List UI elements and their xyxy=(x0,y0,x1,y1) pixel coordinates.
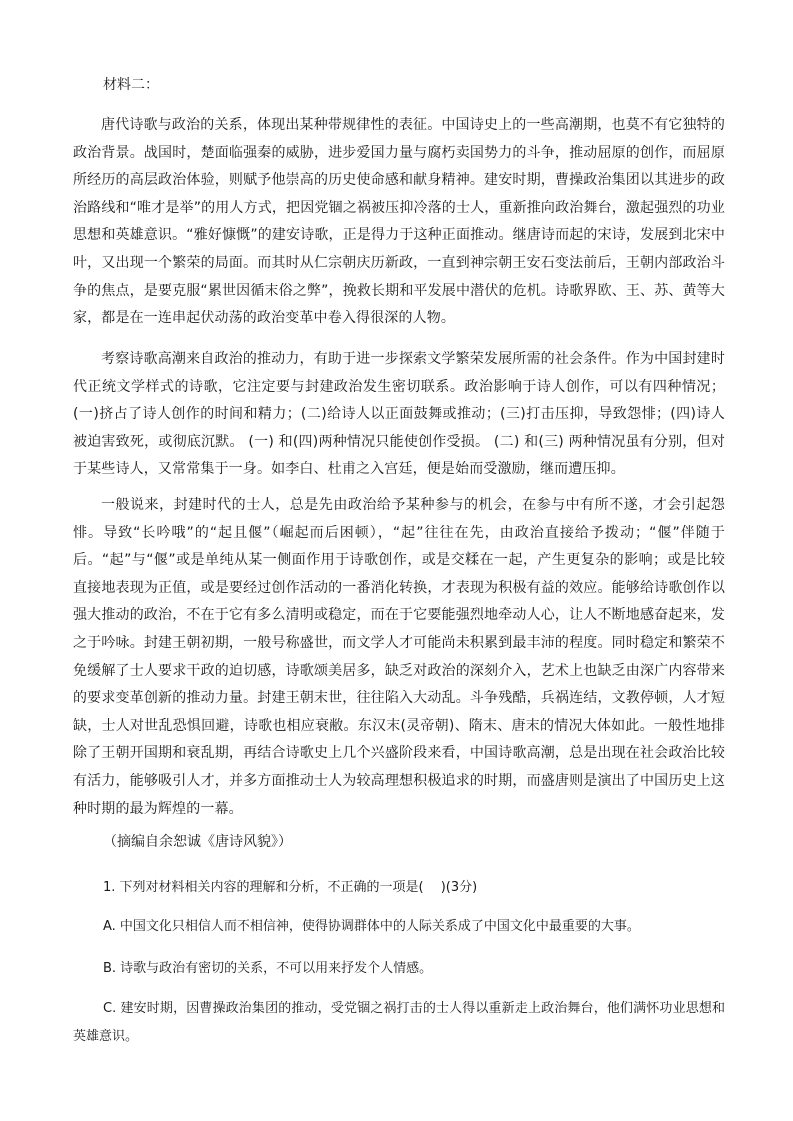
option-b: B. 诗歌与政治有密切的关系，不可以用来抒发个人情感。 xyxy=(103,961,433,976)
question-stem: 1. 下列对材料相关内容的理解和分析，不正确的一项是( )(3分) xyxy=(103,880,478,895)
paragraph-3: 一般说来，封建时代的士人，总是先由政治给予某种参与的机会，在参与中有所不遂，才会引起怨悱。导致“长吟哦”的“起且偃”（崛起而后困顿），“起”往往在先，由政治直接给予拨动；“偃”伴随于后。“起”与“偃”或是单纯从某一侧面作用于诗歌创作，或是交糅在一起，产生更复杂的影响；或是比较直接地表现为正值，或是要经过创作活动的一番消化转换，才表现为积极有益的效应。能够给诗歌创作以强大推动的政治，不在于它有多么清明或稳定，而在于它要能强烈地牵动人心，让人不断地感奋起来，发之于吟咏。封建王朝初期，一般号称盛世，而文学人才可能尚未积累到最丰沛的程度。同时稳定和繁荣不免缓解了士人要求干政的迫切感，诗歌颂美居多，缺乏对政治的深刻介入，艺术上也缺乏由深广内容带来的要求变革创新的推动力量。封建王朝末世，往往陷入大动乱。斗争残酷，兵祸连结，文教停顿，人才短缺，士人对世乱恐惧回避，诗歌也相应衰敝。东汉末(灵帝朝)、隋末、唐末的情况大体如此。一般性地排除了王朝开国期和衰乱期，再结合诗歌史上几个兴盛阶段来看，中国诗歌高潮，总是出现在社会政治比较有活力，能够吸引人才，并多方面推动士人为较高理想积极追求的时期，而盛唐则是演出了中国历史上这种时期的最为辉煌的一幕。 xyxy=(73,497,725,817)
option-a: A. 中国文化只相信人而不相信神，使得协调群体中的人际关系成了中国文化中最重要的大事。 xyxy=(103,919,640,934)
paragraph-1: 唐代诗歌与政治的关系，体现出某种带规律性的表征。中国诗史上的一些高潮期，也莫不有它独特的政治背景。战国时，楚面临强秦的威胁，进步爱国力量与腐朽卖国势力的斗争，推动屈原的创作，而屈原所经历的高层政治体验，则赋予他崇高的历史使命感和献身精神。建安时期，曹操政治集团以其进步的政治路线和“唯才是举”的用人方式，把因党锢之祸被压抑冷落的士人，重新推向政治舞台，激起强烈的功业思想和英雄意识。“雅好慷慨”的建安诗歌，正是得力于这种正面推动。继唐诗而起的宋诗，发展到北宋中叶，又出现一个繁荣的局面。而其时从仁宗朝庆历新政，一直到神宗朝王安石变法前后，王朝内部政治斗争的焦点，是要克服“累世因循末俗之弊”，挽救长期和平发展中潜伏的危机。诗歌界欧、王、苏、黄等大家，都是在一连串起伏动荡的政治变革中卷入得很深的人物。 xyxy=(73,117,725,327)
option-c: C. 建安时期，因曹操政治集团的推动，受党锢之祸打击的士人得以重新走上政治舞台，他们满怀功业思想和英雄意识。 xyxy=(73,1001,725,1044)
paragraph-2: 考察诗歌高潮来自政治的推动力，有助于进一步探索文学繁荣发展所需的社会条件。作为中国封建时代正统文学样式的诗歌，它注定要与封建政治发生密切联系。政治影响于诗人创作，可以有四种情况；(一)挤占了诗人创作的时间和精力；(二)给诗人以正面鼓舞或推动；(三)打击压抑，导致怨悱；(四)诗人被迫害致死，或彻底沉默。 (一) 和(四)两种情况只能使创作受损。 (二) 和(三) 两种情况虽有分别，但对于某些诗人，又常常集于一身。如李白、杜甫之入宫廷，便是始而受激励，继而遭压抑。 xyxy=(73,351,725,478)
source-citation: （摘编自余恕诚《唐诗风貌》） xyxy=(103,834,292,850)
material-heading: 材料二： xyxy=(103,77,159,93)
